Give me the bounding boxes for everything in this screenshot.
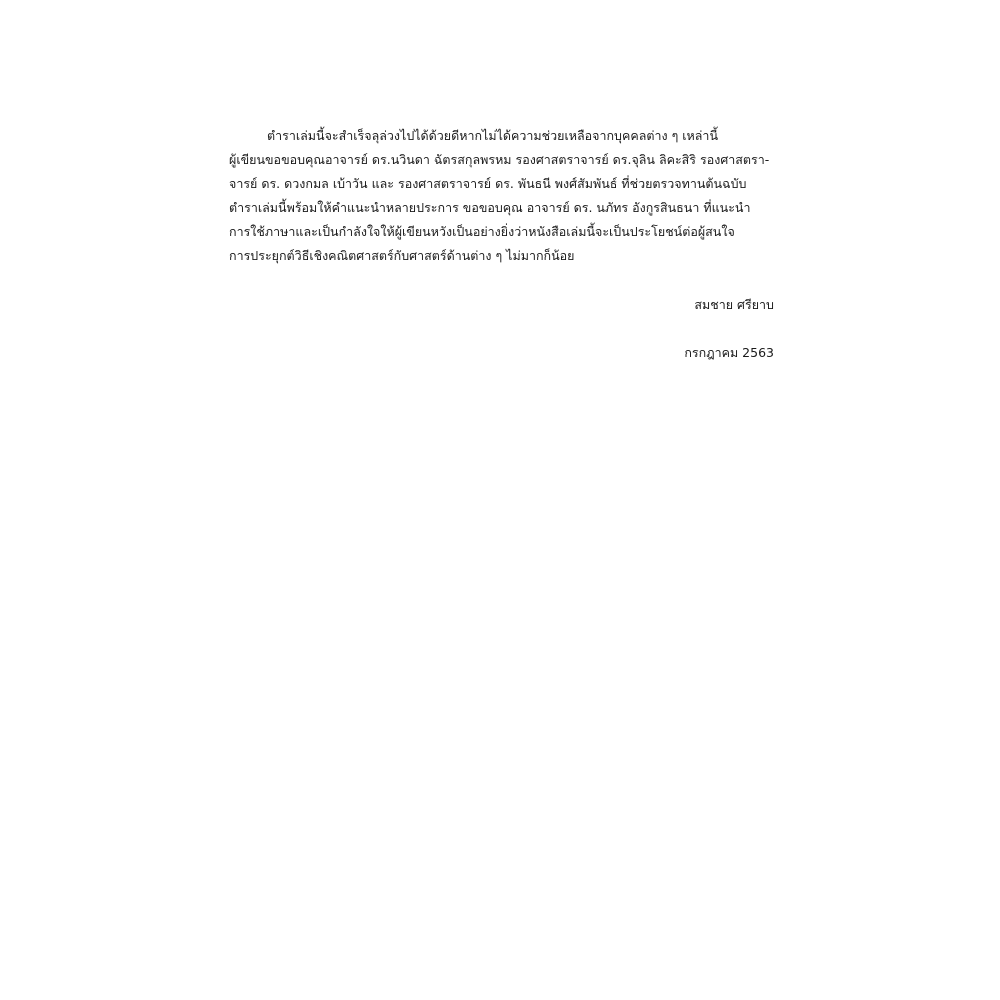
paragraph-line-6: การประยุกต์วิธีเชิงคณิตศาสตร์กับศาสตร์ด้านต่าง ๆ ไม่มากก็น้อย	[229, 248, 575, 263]
paragraph-line-1: ตำราเล่มนี้จะสำเร็จลุล่วงไปได้ด้วยดีหากไม่ได้ความช่วยเหลือจากบุคคลต่าง ๆ เหล่านี้	[267, 128, 719, 143]
paragraph-line-2: ผู้เขียนขอขอบคุณอาจารย์ ดร.นวินดา ฉัตรสกุลพรหม รองศาสตราจารย์ ดร.จุลิน ลิคะสิริ รองศาสตรา-	[229, 152, 770, 167]
paragraph-line-4: ตำราเล่มนี้พร้อมให้คำแนะนำหลายประการ ขอขอบคุณ อาจารย์ ดร. นภัทร อังกูรสินธนา ที่แนะนำ	[229, 200, 751, 215]
author-name: สมชาย ศรียาบ	[694, 297, 774, 312]
paragraph-line-3: จารย์ ดร. ดวงกมล เบ้าวัน และ รองศาสตราจารย์ ดร. พันธนี พงศ์สัมพันธ์ ที่ช่วยตรวจทานต้นฉบับ	[229, 176, 747, 191]
paragraph-line-5: การใช้ภาษาและเป็นกำลังใจให้ผู้เขียนหวังเป็นอย่างยิ่งว่าหนังสือเล่มนี้จะเป็นประโยชน์ต่อผู้สนใจ	[229, 224, 735, 239]
signature-date: กรกฎาคม 2563	[684, 345, 774, 360]
acknowledgement-paragraph	[229, 124, 774, 268]
